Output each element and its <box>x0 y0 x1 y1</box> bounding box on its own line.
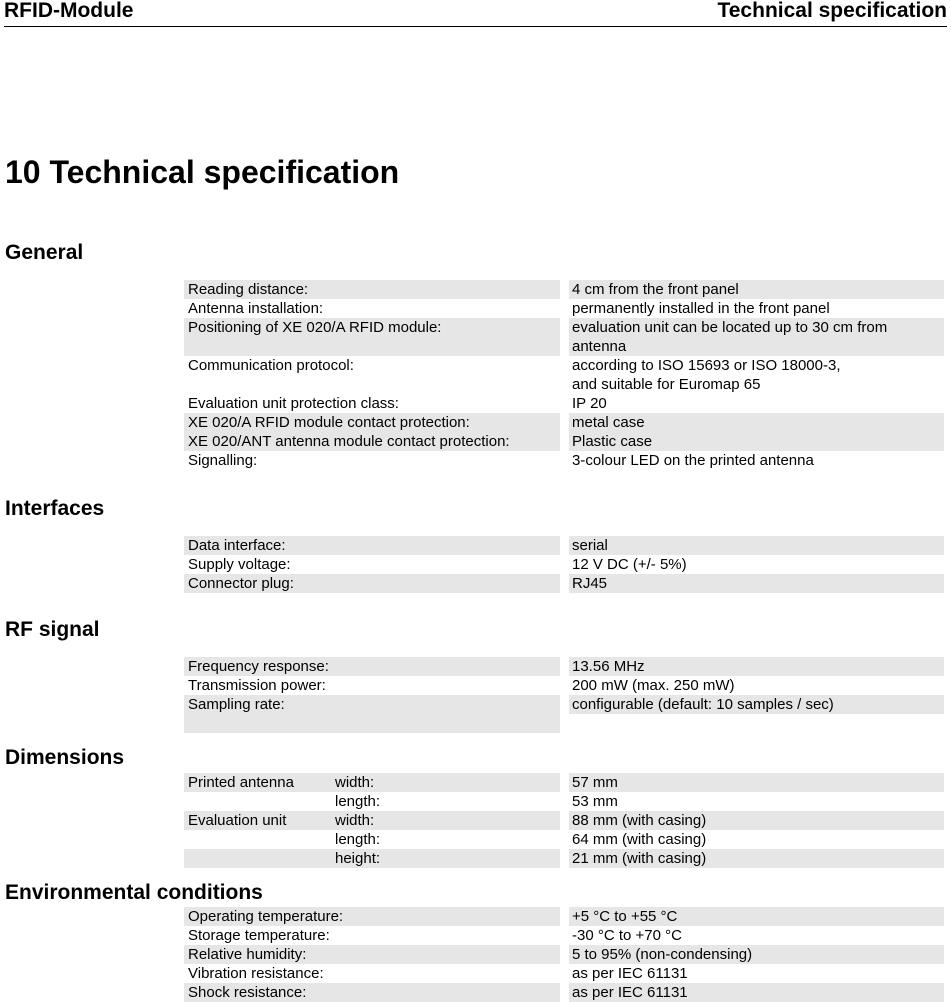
section-title-interfaces: Interfaces <box>5 497 105 520</box>
spec-value: 57 mm <box>569 773 944 792</box>
spec-value: -30 °C to +70 °C <box>572 927 682 944</box>
spec-sublabel: height: <box>335 850 381 867</box>
spec-value: 88 mm (with casing) <box>569 811 944 830</box>
spec-row <box>184 394 944 413</box>
spec-row <box>184 926 944 945</box>
spec-label: Evaluation unit width: <box>184 811 560 830</box>
spec-label <box>184 849 560 868</box>
spec-row <box>184 657 944 676</box>
spec-label: Operating temperature: <box>184 907 560 926</box>
spec-row <box>184 280 944 299</box>
spec-value: Plastic case <box>569 432 944 451</box>
spec-value: 64 mm (with casing) <box>572 831 707 848</box>
section-title-rf-signal: RF signal <box>5 618 100 641</box>
running-header <box>4 0 947 27</box>
spec-row <box>184 536 944 555</box>
spec-value: configurable (default: 10 samples / sec) <box>569 695 944 733</box>
spec-row <box>184 811 944 830</box>
section-title-general: General <box>5 241 84 264</box>
spec-label: Supply voltage: <box>188 556 291 573</box>
spec-label: Positioning of XE 020/A RFID module: <box>184 318 560 356</box>
spec-value: IP 20 <box>572 395 607 412</box>
spec-value: according to ISO 15693 or ISO 18000-3, and suitable for Euromap 65 <box>572 357 841 393</box>
spec-row <box>184 318 944 356</box>
section-title-environmental: Environmental conditions <box>5 881 263 904</box>
spec-row <box>184 907 944 926</box>
spec-value: permanently installed in the front panel <box>572 300 830 317</box>
spec-label: Evaluation unit protection class: <box>188 395 399 412</box>
spec-row <box>184 432 944 451</box>
spec-table-dimensions <box>184 773 944 868</box>
spec-value: as per IEC 61131 <box>569 983 944 1002</box>
spec-row <box>184 555 944 574</box>
spec-row <box>184 574 944 593</box>
spec-label: Shock resistance: <box>184 983 560 1002</box>
spec-row <box>184 299 944 318</box>
spec-label: Communication protocol: <box>188 357 354 374</box>
spec-label: Storage temperature: <box>188 927 330 944</box>
header-right: Technical specification <box>717 0 947 22</box>
spec-row <box>184 792 944 811</box>
spec-row <box>184 356 944 394</box>
spec-value: 4 cm from the front panel <box>569 280 944 299</box>
spec-label: Vibration resistance: <box>188 965 324 982</box>
spec-value: 13.56 MHz <box>569 657 944 676</box>
spec-row <box>184 413 944 432</box>
spec-row <box>184 451 944 470</box>
spec-row <box>184 983 944 1002</box>
spec-table-rf-signal <box>184 657 944 733</box>
spec-row <box>184 964 944 983</box>
spec-value: 3-colour LED on the printed antenna <box>572 452 814 469</box>
spec-label <box>184 830 560 849</box>
spec-value: evaluation unit can be located up to 30 cm from antenna <box>569 318 944 356</box>
spec-value: 5 to 95% (non-condensing) <box>569 945 944 964</box>
spec-value: 12 V DC (+/- 5%) <box>572 556 687 573</box>
spec-value: RJ45 <box>569 574 944 593</box>
spec-sublabel: width: <box>335 812 375 829</box>
spec-row <box>184 695 944 733</box>
spec-sublabel: width: <box>335 774 375 791</box>
spec-label: Transmission power: <box>188 677 326 694</box>
spec-label: Printed antenna width: <box>184 773 560 792</box>
spec-table-interfaces <box>184 536 944 593</box>
spec-label: XE 020/A RFID module contact protection: <box>184 413 560 432</box>
spec-sublabel: length: <box>335 793 381 810</box>
spec-sublabel: length: <box>335 831 381 848</box>
spec-value: +5 °C to +55 °C <box>569 907 944 926</box>
spec-label: Signalling: <box>188 452 258 469</box>
spec-table-environmental <box>184 907 944 1002</box>
spec-value: 200 mW (max. 250 mW) <box>572 677 735 694</box>
spec-row <box>184 849 944 868</box>
spec-value: as per IEC 61131 <box>572 965 688 982</box>
spec-table-general <box>184 280 944 470</box>
spec-label: Data interface: <box>184 536 560 555</box>
spec-label: Connector plug: <box>184 574 560 593</box>
spec-label: Sampling rate: <box>184 695 560 733</box>
spec-value: 53 mm <box>572 793 618 810</box>
spec-label: XE 020/ANT antenna module contact protection: <box>184 432 560 451</box>
spec-value: serial <box>569 536 944 555</box>
spec-row <box>184 676 944 695</box>
header-left: RFID-Module <box>4 0 134 22</box>
spec-row <box>184 830 944 849</box>
spec-label: Antenna installation: <box>188 300 324 317</box>
chapter-title: 10 Technical specification <box>5 154 400 190</box>
section-title-dimensions: Dimensions <box>5 746 125 769</box>
spec-label: Frequency response: <box>184 657 560 676</box>
spec-label: Relative humidity: <box>184 945 560 964</box>
spec-row <box>184 773 944 792</box>
spec-row <box>184 945 944 964</box>
spec-value: metal case <box>569 413 944 432</box>
spec-value: 21 mm (with casing) <box>569 849 944 868</box>
spec-label: Reading distance: <box>184 280 560 299</box>
spec-label <box>184 792 560 811</box>
